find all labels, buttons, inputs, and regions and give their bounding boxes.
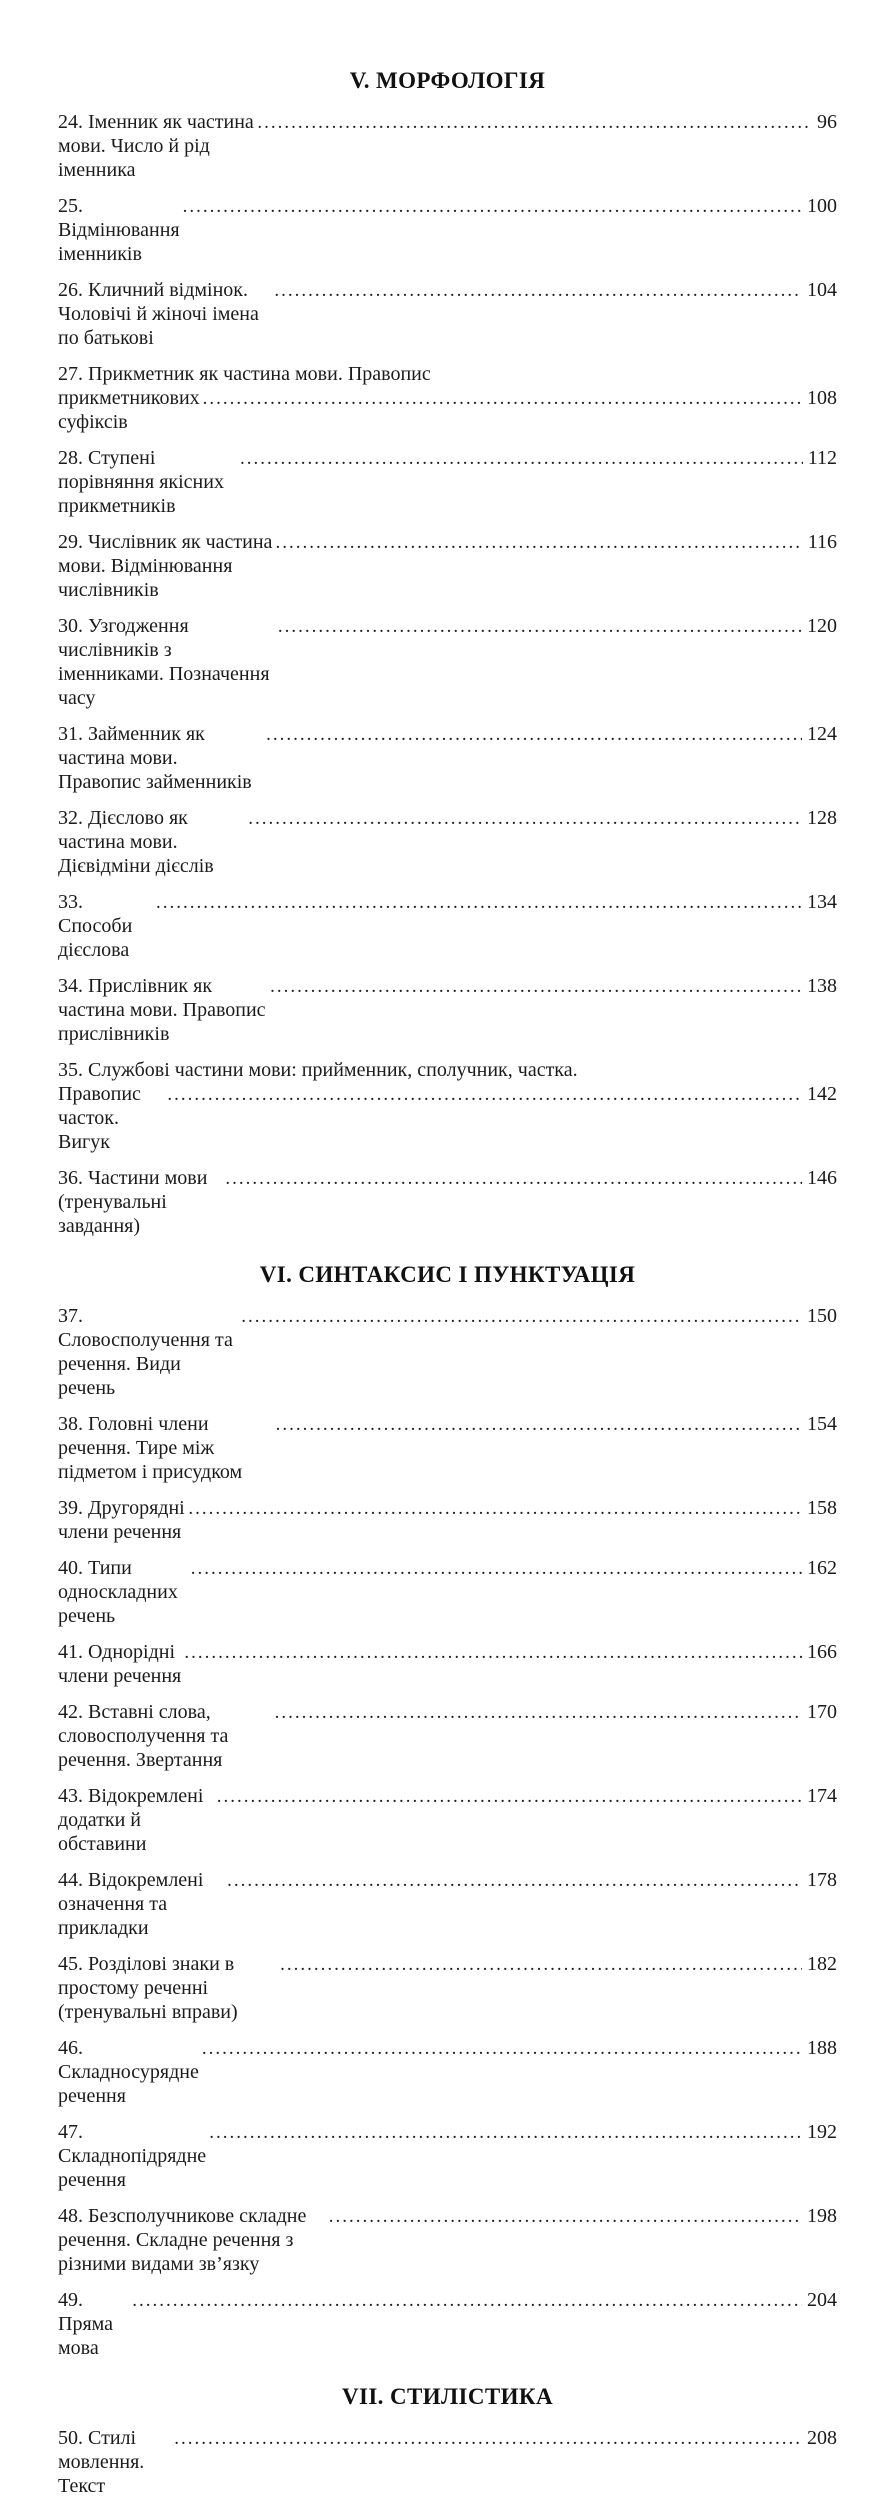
toc-entry-text: 45. Розділові знаки в простому реченні (тренувальні вправи) (58, 1953, 238, 2023)
toc-entry-text: 32. Дієслово як частина мови. Дієвідміни дієслів (58, 807, 214, 877)
toc-entry-page: 116 (807, 531, 837, 553)
toc-entry-page: 162 (807, 1557, 837, 1579)
dot-leader (188, 1496, 802, 1521)
toc-entry-text-line1: 35. Службові частини мови: прийменник, сполучник, частка. (58, 1059, 578, 1081)
toc-entry-text: 38. Головні члени речення. Тире між підметом і присудком (58, 1413, 243, 1483)
toc-entry-text: 42. Вставні слова, словосполучення та речення. Звертання (58, 1701, 229, 1771)
dot-leader (184, 1640, 802, 1665)
toc-entry-page: 104 (807, 279, 837, 301)
toc-entry-page: 124 (807, 723, 837, 745)
toc-entry-text: 40. Типи односкладних речень (58, 1557, 178, 1627)
toc-entry-text: 37. Словосполучення та речення. Види речень (58, 1305, 233, 1399)
toc-entry (58, 2426, 837, 2498)
toc-entry-text: 44. Відокремлені означення та прикладки (58, 1869, 204, 1939)
dot-leader (266, 722, 802, 747)
dot-leader (191, 1556, 802, 1581)
dot-leader (227, 1868, 802, 1893)
toc-entry-page: 170 (807, 1701, 837, 1723)
dot-leader (257, 110, 812, 135)
toc-entry-page: 182 (807, 1953, 837, 1975)
toc-entry (58, 1412, 837, 1484)
toc-entry (58, 530, 837, 602)
toc-entry (58, 1304, 837, 1400)
dot-leader (275, 530, 802, 555)
toc-entry (58, 1496, 837, 1544)
toc-entry-page: 208 (807, 2427, 837, 2449)
toc-entry-text: 26. Кличний відмінок. Чоловічі й жіночі імена по батькові (58, 279, 259, 349)
toc-entry (58, 1868, 837, 1940)
toc-entry (58, 806, 837, 878)
toc-entry (58, 194, 837, 266)
toc-entry-page: 128 (807, 807, 837, 829)
toc-entry-text: 24. Іменник як частина мови. Число й рід іменника (58, 111, 254, 181)
dot-leader (241, 1304, 802, 1329)
section-heading-syntax-punctuation: VI. СИНТАКСИС І ПУНКТУАЦІЯ (259, 1262, 636, 1287)
toc-entry-page: 178 (807, 1869, 837, 1891)
dot-leader (329, 2204, 802, 2229)
toc-entry-page: 154 (807, 1413, 837, 1435)
section-stylistics (58, 2384, 837, 2498)
dot-leader (225, 1166, 802, 1191)
toc-entry (58, 2120, 837, 2192)
toc-entry-page: 198 (807, 2205, 837, 2227)
toc-entry-page: 112 (807, 447, 837, 469)
toc-entry-text: 25. Відмінювання іменників (58, 195, 180, 265)
toc-entry-page: 192 (807, 2121, 837, 2143)
dot-leader (240, 446, 803, 471)
dot-leader (280, 1952, 802, 1977)
toc-entry-page: 142 (807, 1083, 837, 1105)
section-heading-stylistics: VII. СТИЛІСТИКА (341, 2384, 554, 2409)
dot-leader (202, 2036, 802, 2061)
toc-entry-text: 31. Займенник як частина мови. Правопис займенників (58, 723, 252, 793)
dot-leader (132, 2288, 802, 2313)
dot-leader (270, 974, 802, 999)
toc-entry-text: 49. Пряма мова (58, 2289, 114, 2359)
toc-entry-page: 174 (807, 1785, 837, 1807)
toc-entry-page: 100 (807, 195, 837, 217)
section-morphology (58, 68, 837, 1238)
toc-entry-page: 146 (807, 1167, 837, 1189)
toc-entry-text: 41. Однорідні члени речення (58, 1641, 182, 1687)
toc-entry-page: 188 (807, 2037, 837, 2059)
dot-leader (203, 386, 802, 411)
section-syntax-punctuation (58, 1262, 837, 2360)
toc-entry-text: 47. Складнопідрядне речення (58, 2121, 207, 2191)
toc-entry (58, 890, 837, 962)
toc-entry (58, 1556, 837, 1628)
toc-entry-text-line2: Правопис часток. Вигук (58, 1083, 141, 1153)
toc-entry (58, 1640, 837, 1688)
toc-entry (58, 1952, 837, 2024)
toc-entry-text: 39. Другорядні члени речення (58, 1497, 185, 1543)
toc-entry (58, 614, 837, 710)
dot-leader (275, 1700, 802, 1725)
dot-leader (276, 1412, 802, 1437)
toc-entry (58, 1058, 837, 1154)
toc-entry (58, 1166, 837, 1238)
toc-entry-text-line1: 27. Прикметник як частина мови. Правопис (58, 363, 431, 385)
toc-entry (58, 446, 837, 518)
toc-entry (58, 110, 837, 182)
section-heading-morphology: V. МОРФОЛОГІЯ (349, 68, 546, 93)
dot-leader (278, 614, 802, 639)
dot-leader (274, 278, 802, 303)
dot-leader (183, 194, 802, 219)
toc-entry-page: 134 (807, 891, 837, 913)
toc-entry (58, 362, 837, 434)
toc-entry (58, 278, 837, 350)
toc-entry-text: 28. Ступені порівняння якісних прикметників (58, 447, 224, 517)
dot-leader (156, 890, 802, 915)
toc-entry-page: 150 (807, 1305, 837, 1327)
toc-entry-page: 120 (807, 615, 837, 637)
toc-entry-text: 46. Складносурядне речення (58, 2037, 199, 2107)
toc-entry-text: 34. Прислівник як частина мови. Правопис прислівників (58, 975, 266, 1045)
toc-entry (58, 2036, 837, 2108)
toc-entry (58, 1784, 837, 1856)
toc-entry-text: 29. Числівник як частина мови. Відмінювання числівників (58, 531, 273, 601)
toc-entry-text: 36. Частини мови (тренувальні завдання) (58, 1167, 208, 1237)
toc-entry-text-line2: прикметникових суфіксів (58, 387, 200, 433)
toc-entry-page: 166 (807, 1641, 837, 1663)
dot-leader (217, 1784, 802, 1809)
toc-entry-page: 96 (817, 111, 837, 133)
toc-entry (58, 1700, 837, 1772)
toc-entry (58, 974, 837, 1046)
toc-entry-text: 43. Відокремлені додатки й обставини (58, 1785, 204, 1855)
dot-leader (209, 2120, 802, 2145)
toc-entry (58, 2288, 837, 2360)
toc-entry-page: 158 (807, 1497, 837, 1519)
toc-entry-text: 50. Стилі мовлення. Текст (58, 2427, 145, 2497)
toc-entry-text: 48. Безсполучникове складне речення. Складне речення з різними видами зв’язку (58, 2205, 307, 2275)
toc-entry-text: 30. Узгодження числівників з іменниками. Позначення часу (58, 615, 270, 709)
dot-leader (174, 2426, 802, 2451)
toc-entry-text: 33. Способи дієслова (58, 891, 133, 961)
toc-entry-page: 108 (807, 387, 837, 409)
toc-entry (58, 722, 837, 794)
toc-entry-page: 204 (807, 2289, 837, 2311)
dot-leader (167, 1082, 802, 1107)
toc-entry-page: 138 (807, 975, 837, 997)
dot-leader (248, 806, 802, 831)
toc-entry (58, 2204, 837, 2276)
